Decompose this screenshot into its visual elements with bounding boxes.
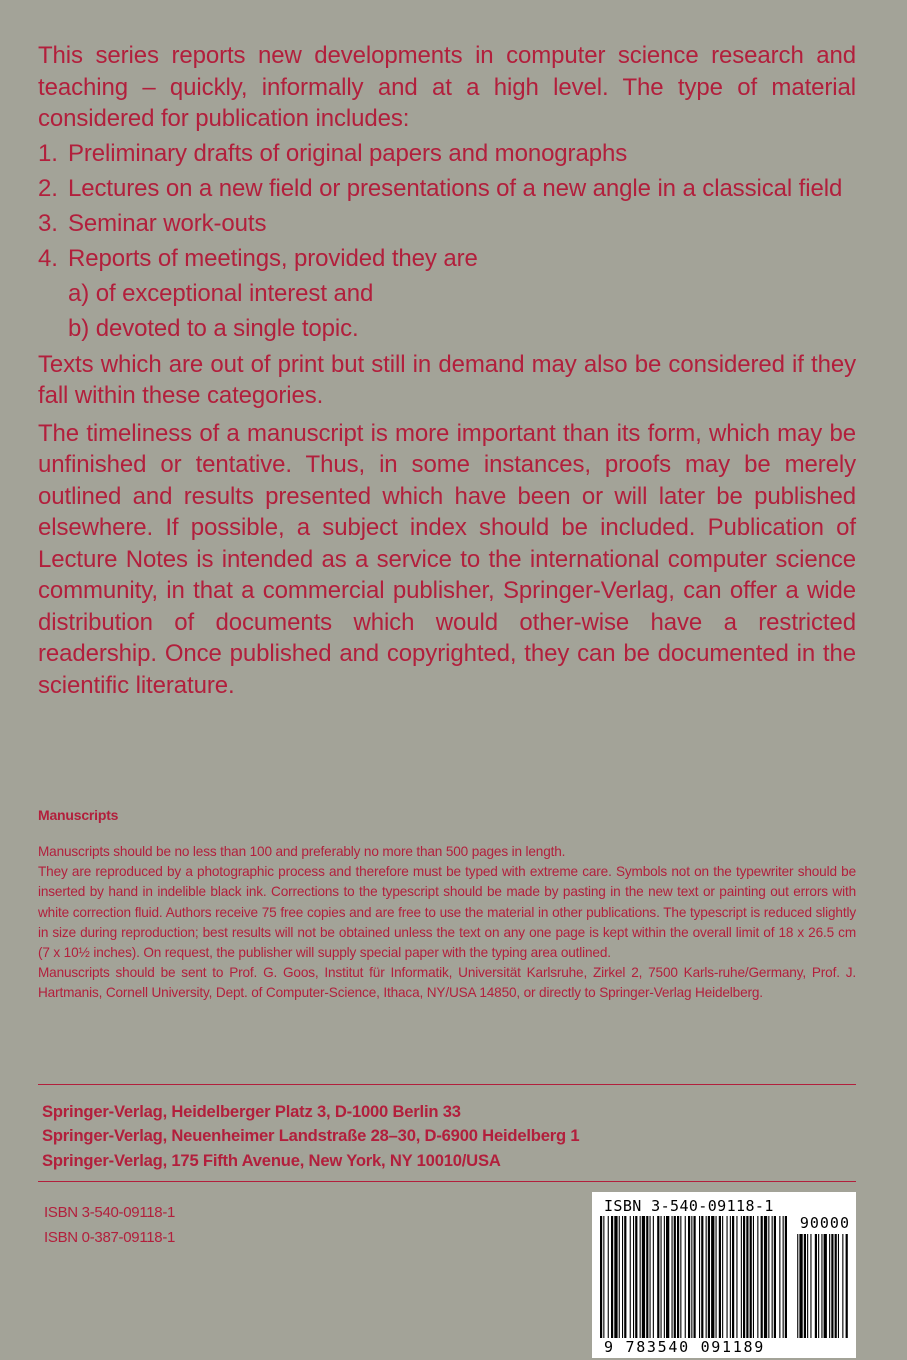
barcode-bar [846, 1234, 848, 1338]
barcode-bar [706, 1216, 707, 1338]
barcode-bar [815, 1234, 817, 1338]
barcode-digits: 9 783540 091189 [604, 1338, 765, 1356]
barcode-bar [736, 1216, 737, 1338]
barcode-isbn-text: ISBN 3-540-09118-1 [604, 1197, 774, 1215]
list-item: 3. Seminar work-outs [38, 210, 267, 237]
barcode-bar [677, 1216, 679, 1338]
barcode-bar [829, 1234, 830, 1338]
barcode-bar [804, 1234, 806, 1338]
list-item: 2. Lectures on a new field or presentations of a new angle in a classical field [38, 175, 843, 202]
barcode-bar [708, 1216, 710, 1338]
barcode-bar [783, 1216, 784, 1338]
barcode-bar [727, 1216, 728, 1338]
barcode-bar [666, 1216, 669, 1338]
timeliness-paragraph: The timeliness of a manuscript is more important than its form, which may be unfinished or tentative. Thus, in some instances, proofs may be merely outlined and results presented which have been or will later be published elsewhere. If possible, a subject index should be included. Publication of Lecture Notes is intended as a service to the international computer science community, in that a commercial publisher, Springer-Verlag, can offer a wide distribution of documents which would other-wise have a restricted readership. Once published and copyrighted, they can be documented in the scientific literature. [38, 419, 856, 699]
divider-top [38, 1084, 856, 1085]
barcode-bar [772, 1216, 773, 1338]
barcode-bar [646, 1216, 648, 1338]
barcode-bar [657, 1216, 659, 1338]
barcode-bar [694, 1216, 696, 1338]
barcode-bar [650, 1216, 651, 1338]
barcode-bar [701, 1216, 703, 1338]
barcode-bar [730, 1216, 731, 1338]
barcode-bar [653, 1216, 654, 1338]
publisher-addresses [42, 1100, 579, 1173]
barcode-bar [719, 1216, 721, 1338]
barcode-bar [746, 1216, 748, 1338]
barcode-bar [642, 1216, 645, 1338]
isbn-list [44, 1201, 175, 1250]
address-line: Springer-Verlag, Neuenheimer Landstraße 28–30, D-6900 Heidelberg 1 [42, 1126, 580, 1146]
list-item: 4. Reports of meetings, provided they are [38, 245, 478, 272]
barcode-bar [774, 1216, 776, 1338]
manuscripts-send-to: Manuscripts should be sent to Prof. G. Goos, Institut für Informatik, Universität Karlsruhe, Zirkel 2, 7500 Karls-ruhe/Germany, Prof. J. Hartmanis, Cornell University, Dept. of Computer-Science, Ithaca, NY/USA 14850, or directly to Springer-Verlag Heidelberg. [38, 965, 856, 1001]
manuscripts-body [38, 842, 856, 1004]
out-of-print-paragraph: Texts which are out of print but still in demand may also be considered if they fall within these categories. [38, 350, 856, 409]
barcode-bar [838, 1234, 839, 1338]
isbn-line: ISBN 0-387-09118-1 [44, 1228, 176, 1246]
barcode-bar [635, 1216, 637, 1338]
barcode-bar [691, 1216, 692, 1338]
barcode-bar [824, 1234, 827, 1338]
barcode-bar [764, 1216, 767, 1338]
barcode-bar [614, 1216, 617, 1338]
barcode-bar [842, 1234, 843, 1338]
barcode-bar [807, 1234, 808, 1338]
barcode [592, 1192, 856, 1358]
barcode-bar [810, 1234, 811, 1338]
barcode-bar [821, 1234, 822, 1338]
list-item: 1. Preliminary drafts of original papers and monographs [38, 140, 628, 167]
barcode-bar [685, 1216, 686, 1338]
barcode-bar [699, 1216, 700, 1338]
barcode-addon-digits: 90000 [799, 1214, 850, 1232]
barcode-bar [743, 1216, 745, 1338]
barcode-bar [661, 1216, 662, 1338]
barcode-bar [672, 1216, 673, 1338]
barcode-bar [741, 1216, 742, 1338]
barcode-bar [640, 1216, 641, 1338]
barcode-bar [608, 1216, 609, 1338]
barcode-bar [664, 1216, 665, 1338]
barcode-bar [680, 1216, 681, 1338]
barcode-bar [799, 1234, 802, 1338]
barcode-bar [818, 1234, 819, 1338]
divider-bottom [38, 1181, 856, 1182]
barcode-bar [619, 1216, 620, 1338]
barcode-bar [611, 1216, 613, 1338]
barcode-bar [622, 1216, 623, 1338]
barcode-bar [716, 1216, 717, 1338]
barcode-bar [761, 1216, 763, 1338]
barcode-bar [711, 1216, 714, 1338]
barcode-bar [722, 1216, 723, 1338]
barcode-bar [757, 1216, 758, 1338]
barcode-bar [750, 1216, 752, 1338]
barcode-bar [674, 1216, 676, 1338]
manuscripts-heading: Manuscripts [38, 807, 119, 823]
barcode-bar [785, 1216, 787, 1338]
barcode-bar [624, 1216, 626, 1338]
barcode-bar [688, 1216, 690, 1338]
barcode-bar [603, 1216, 604, 1338]
series-description [38, 40, 856, 701]
address-line: Springer-Verlag, Heidelberger Platz 3, D-1000 Berlin 33 [42, 1102, 461, 1121]
barcode-bar [768, 1216, 769, 1338]
barcode-bar [835, 1234, 837, 1338]
sub-list-item: b) devoted to a single topic. [68, 315, 359, 342]
barcode-bar [753, 1216, 754, 1338]
barcode-bar [797, 1234, 798, 1338]
address-line: Springer-Verlag, 175 Fifth Avenue, New York, NY 10010/USA [42, 1150, 501, 1170]
barcode-bar [630, 1216, 631, 1338]
intro-paragraph: This series reports new developments in computer science research and teaching – quickly, informally and at a high level. The type of material considered for publication includes: [38, 42, 856, 132]
barcode-bar [831, 1234, 833, 1338]
barcode-bar [732, 1216, 734, 1338]
isbn-line: ISBN 3-540-09118-1 [44, 1204, 176, 1221]
sub-list-item: a) of exceptional interest and [68, 280, 374, 307]
manuscripts-instructions: They are reproduced by a photographic process and therefore must be typed with extreme care. Symbols not on the typewriter should be inserted by hand in indelible black ink. Corrections to the typescript should be made by pasting in the new text or painting out errors with white correction fluid. Authors receive 75 free copies and are free to use the material in other publications. The typescript is reduced slightly in size during reproduction; best results will not be obtained unless the text on any one page is kept within the overall limit of 18 x 26.5 cm (7 x 10½ inches). On request, the publisher will supply special paper with the typing area outlined. [38, 864, 856, 961]
barcode-bar [779, 1216, 780, 1338]
barcode-bars [592, 1192, 856, 1358]
barcode-bar [633, 1216, 634, 1338]
manuscripts-length: Manuscripts should be no less than 100 and preferably no more than 500 pages in length. [38, 844, 566, 859]
barcode-bar [600, 1216, 602, 1338]
